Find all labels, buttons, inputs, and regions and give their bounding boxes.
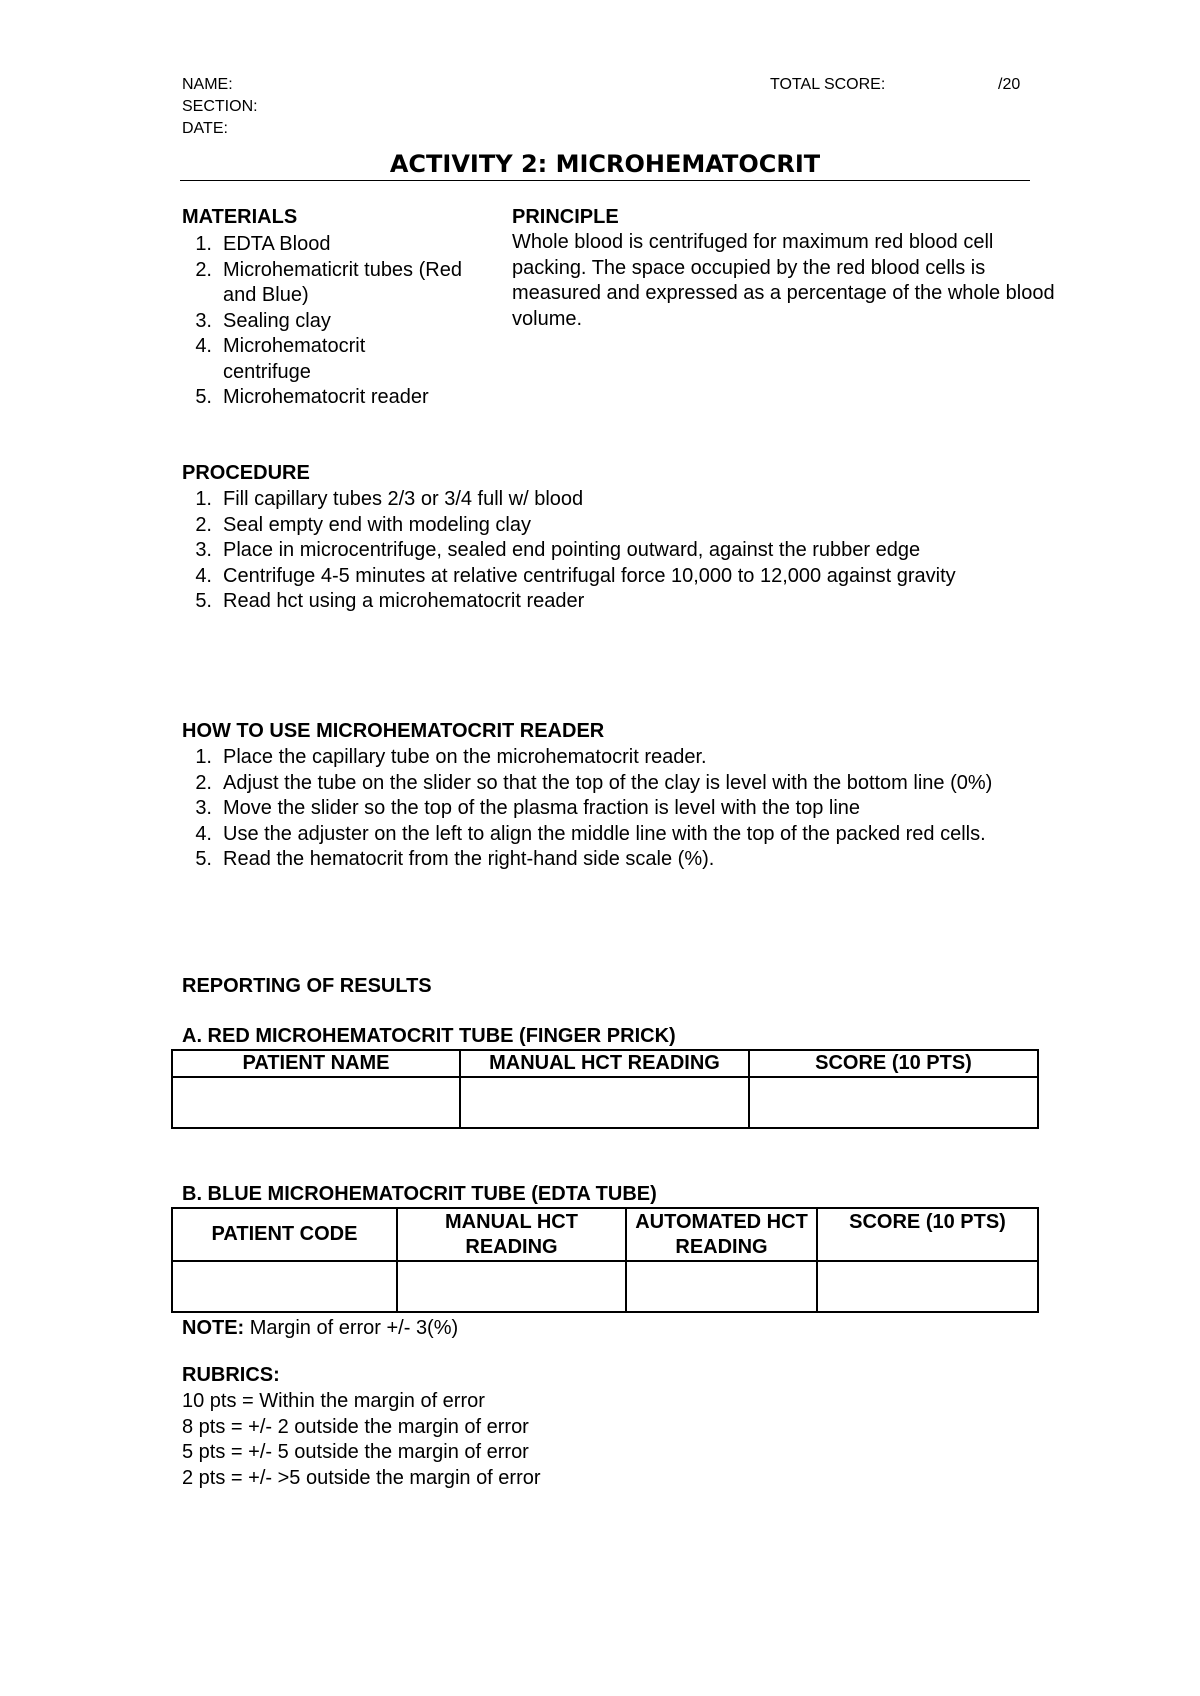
column-header: MANUAL HCT READING [397, 1208, 626, 1261]
list-item [182, 771, 1022, 797]
list-item [182, 538, 1022, 564]
rubrics-heading: RUBRICS: [182, 1364, 280, 1386]
note-text: Margin of error +/- 3(%) [244, 1317, 459, 1339]
item-text: Fill capillary tubes 2/3 or 3/4 full w/ blood [223, 488, 584, 510]
list-item [182, 334, 497, 385]
list-item [182, 513, 1022, 539]
list-item [182, 385, 497, 411]
list-item [182, 847, 1022, 873]
item-text: Move the slider so the top of the plasma fraction is level with the top line [223, 797, 861, 819]
list-item [182, 309, 497, 335]
list-item [182, 796, 1022, 822]
score-cell[interactable] [749, 1077, 1038, 1128]
reporting-heading: REPORTING OF RESULTS [182, 975, 432, 997]
principle-heading: PRINCIPLE [512, 206, 619, 228]
reader-list [182, 745, 1022, 873]
table-header-row [172, 1050, 1038, 1077]
item-text: Place in microcentrifuge, sealed end pointing outward, against the rubber edge [223, 539, 921, 561]
item-number: 1. [195, 746, 212, 768]
rubric-line: 10 pts = Within the margin of error [182, 1390, 485, 1412]
item-number: 5. [195, 590, 212, 612]
page-title: ACTIVITY 2: MICROHEMATOCRIT [389, 150, 821, 178]
patient-code-cell[interactable] [172, 1261, 397, 1312]
column-header: AUTOMATED HCT READING [626, 1208, 817, 1261]
procedure-list [182, 487, 1022, 615]
table-a-heading: A. RED MICROHEMATOCRIT TUBE (FINGER PRICK) [182, 1025, 676, 1047]
reader-heading: HOW TO USE MICROHEMATOCRIT READER [182, 720, 605, 742]
score-cell[interactable] [817, 1261, 1038, 1312]
item-text: EDTA Blood [223, 233, 331, 255]
rubric-line: 5 pts = +/- 5 outside the margin of error [182, 1441, 529, 1463]
item-text: Place the capillary tube on the microhematocrit reader. [223, 746, 707, 768]
principle-text: Whole blood is centrifuged for maximum red blood cell packing. The space occupied by the red blood cells is measured and expressed as a percentage of the whole blood volume. [512, 231, 1055, 330]
list-item [182, 564, 1022, 590]
patient-name-cell[interactable] [172, 1077, 460, 1128]
automated-hct-cell[interactable] [626, 1261, 817, 1312]
table-row [172, 1261, 1038, 1312]
manual-hct-cell[interactable] [460, 1077, 749, 1128]
item-text: Read the hematocrit from the right-hand side scale (%). [223, 848, 715, 870]
item-number: 3. [195, 539, 212, 561]
item-text: Adjust the tube on the slider so that the top of the clay is level with the bottom line (0%) [223, 771, 993, 794]
item-number: 3. [195, 797, 212, 819]
item-number: 4. [195, 822, 212, 845]
rubric-line: 2 pts = +/- >5 outside the margin of error [182, 1466, 541, 1489]
rubrics-list [182, 1389, 541, 1491]
column-header: SCORE (10 PTS) [749, 1050, 1038, 1077]
column-header: PATIENT CODE [172, 1208, 397, 1261]
item-text: Microhematocrit reader [223, 386, 429, 408]
item-number: 1. [195, 233, 212, 255]
table-b-heading: B. BLUE MICROHEMATOCRIT TUBE (EDTA TUBE) [182, 1183, 657, 1205]
table-row [172, 1077, 1038, 1128]
item-number: 5. [195, 386, 212, 408]
procedure-heading: PROCEDURE [182, 462, 310, 484]
table-b [171, 1207, 1039, 1313]
item-text: Centrifuge 4-5 minutes at relative centrifugal force 10,000 to 12,000 against gravity [223, 564, 956, 587]
item-text: Sealing clay [223, 309, 331, 332]
manual-hct-cell[interactable] [397, 1261, 626, 1312]
table-header-row [172, 1208, 1038, 1261]
list-item [182, 822, 1022, 848]
item-text: Seal empty end with modeling clay [223, 513, 531, 536]
title-divider [180, 180, 1030, 181]
total-score-max: /20 [998, 76, 1021, 93]
item-number: 4. [195, 564, 212, 587]
section-label: SECTION: [182, 98, 258, 115]
item-text: Use the adjuster on the left to align the middle line with the top of the packed red cells. [223, 822, 986, 845]
item-number: 2. [195, 258, 212, 281]
list-item [182, 589, 1022, 615]
materials-heading: MATERIALS [182, 206, 298, 228]
item-number: 2. [195, 771, 212, 794]
rubric-line: 8 pts = +/- 2 outside the margin of error [182, 1415, 529, 1438]
table-a [171, 1049, 1039, 1129]
column-header: PATIENT NAME [172, 1050, 460, 1077]
item-number: 3. [195, 309, 212, 332]
column-header: MANUAL HCT READING [460, 1050, 749, 1077]
list-item [182, 487, 1022, 513]
item-text: Read hct using a microhematocrit reader [223, 590, 585, 612]
note [182, 1317, 458, 1340]
item-text: Microhematocrit centrifuge [223, 335, 366, 383]
total-score-label: TOTAL SCORE: [770, 76, 886, 93]
column-header: SCORE (10 PTS) [817, 1208, 1038, 1261]
list-item [182, 745, 1022, 771]
materials-list [182, 232, 497, 411]
note-label: NOTE: [182, 1317, 245, 1339]
item-number: 2. [195, 513, 212, 536]
item-number: 1. [195, 488, 212, 510]
list-item [182, 232, 497, 258]
name-label: NAME: [182, 76, 233, 93]
list-item [182, 258, 497, 309]
item-number: 4. [195, 335, 212, 357]
date-label: DATE: [182, 120, 228, 137]
item-number: 5. [195, 848, 212, 870]
item-text: Microhematicrit tubes (Red and Blue) [223, 258, 462, 306]
